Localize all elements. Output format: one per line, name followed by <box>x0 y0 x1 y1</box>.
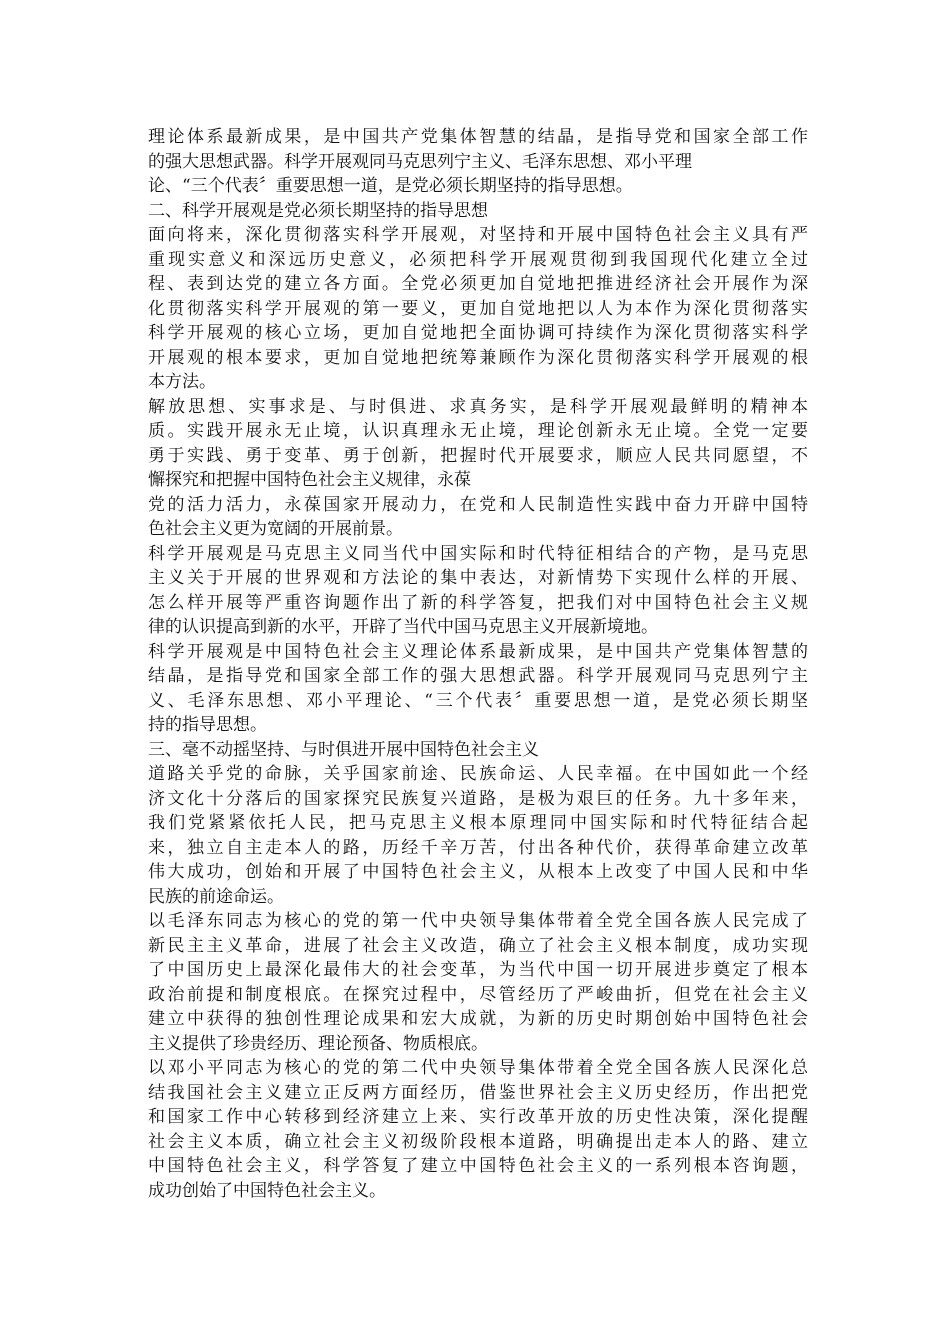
text-line: 了中国历史上最深化最伟大的社会变革，为当代中国一切开展进步奠定了根本 <box>148 960 808 980</box>
text-line: 道路关乎党的命脉，关乎国家前途、民族命运、人民幸福。在中国如此一个经 <box>148 764 808 784</box>
text-line: 和国家工作中心转移到经济建立上来、实行改革开放的历史性决策，深化提醒 <box>148 1107 808 1127</box>
text-line: 勇于实践、勇于变革、勇于创新，把握时代开展要求，顺应人民共同愿望，不 <box>148 445 808 466</box>
text-line: 党的活力活力，永葆国家开展动力，在党和人民制造性实践中奋力开辟中国特 <box>148 494 808 515</box>
text-line: 主义提供了珍贵经历、理论预备、物质根底。 <box>148 1033 488 1054</box>
text-line: 中国特色社会主义，科学答复了建立中国特色社会主义的一系列根本咨询题， <box>148 1156 808 1176</box>
text-line: 懈探究和把握中国特色社会主义规律，永葆 <box>148 470 471 490</box>
text-line: 结我国社会主义建立正反两方面经历，借鉴世界社会主义历史经历，作出把党 <box>148 1082 808 1103</box>
text-line: 程、表到达党的建立各方面。全党必须更加自觉地把推进经济社会开展作为深 <box>148 274 808 294</box>
text-line: 建立中获得的独创性理论成果和宏大成就，为新的历史时期创始中国特色社会 <box>148 1009 808 1029</box>
text-line: 我们党紧紧依托人民，把马克思主义根本原理同中国实际和时代特征结合起 <box>148 813 808 833</box>
text-line: 社会主义本质，确立社会主义初级阶段根本道路，明确提出走本人的路、建立 <box>148 1131 808 1152</box>
text-line: 开展观的根本要求，更加自觉地把统筹兼顾作为深化贯彻落实科学开展观的根 <box>148 347 808 368</box>
text-line: 来，独立自主走本人的路，历经千辛万苦，付出各种代价，获得革命建立改革 <box>148 837 808 858</box>
text-line: 怎么样开展等严重咨询题作出了新的科学答复，把我们对中国特色社会主义规 <box>148 592 808 613</box>
text-line: 主义关于开展的世界观和方法论的集中表达，对新情势下实现什么样的开展、 <box>148 568 808 588</box>
text-line: 解放思想、实事求是、与时俱进、求真务实，是科学开展观最鲜明的精神本 <box>148 396 808 417</box>
text-line: 本方法。 <box>148 372 216 392</box>
text-line: 三、毫不动摇坚持、与时俱进开展中国特色社会主义 <box>148 739 539 760</box>
text-line: 重现实意义和深远历史意义，必须把科学开展观贯彻到我国现代化建立全过 <box>148 249 808 270</box>
text-line: 持的指导思想。 <box>148 715 267 735</box>
document-page <box>148 125 808 1203</box>
text-line: 义、毛泽东思想、邓小平理论、“三个代表〞重要思想一道，是党必须长期坚 <box>148 690 808 711</box>
text-line: 以邓小平同志为核心的党的第二代中央领导集体带着全党全国各族人民深化总 <box>148 1058 808 1078</box>
text-line: 伟大成功，创始和开展了中国特色社会主义，从根本上改变了中国人民和中华 <box>148 862 808 882</box>
text-line: 面向将来，深化贯彻落实科学开展观，对坚持和开展中国特色社会主义具有严 <box>148 225 808 245</box>
text-line: 科学开展观是中国特色社会主义理论体系最新成果，是中国共产党集体智慧的 <box>148 641 808 662</box>
text-line: 质。实践开展永无止境，认识真理永无止境，理论创新永无止境。全党一定要 <box>148 421 808 441</box>
text-line: 科学开展观的核心立场，更加自觉地把全面协调可持续作为深化贯彻落实科学 <box>148 323 808 343</box>
text-line: 以毛泽东同志为核心的党的第一代中央领导集体带着全党全国各族人民完成了 <box>148 911 808 931</box>
text-line: 论、“三个代表〞重要思想一道，是党必须长期坚持的指导思想。 <box>148 176 633 196</box>
text-line: 济文化十分落后的国家探究民族复兴道路，是极为艰巨的任务。九十多年来， <box>148 788 808 809</box>
text-line: 科学开展观是马克思主义同当代中国实际和时代特征相结合的产物，是马克思 <box>148 543 808 564</box>
text-line: 理论体系最新成果，是中国共产党集体智慧的结晶，是指导党和国家全部工作 <box>148 127 808 147</box>
text-line: 政治前提和制度根底。在探究过程中，尽管经历了严峻曲折，但党在社会主义 <box>148 984 808 1005</box>
text-line: 结晶，是指导党和国家全部工作的强大思想武器。科学开展观同马克思列宁主 <box>148 666 808 686</box>
text-line: 新民主主义革命，进展了社会主义改造，确立了社会主义根本制度，成功实现 <box>148 935 808 956</box>
text-line: 律的认识提高到新的水平，开辟了当代中国马克思主义开展新境地。 <box>148 617 658 637</box>
text-line: 二、科学开展观是党必须长期坚持的指导思想 <box>148 200 488 221</box>
text-line: 化贯彻落实科学开展观的第一要义，更加自觉地把以人为本作为深化贯彻落实 <box>148 298 808 319</box>
text-line: 的强大思想武器。科学开展观同马克思列宁主义、毛泽东思想、邓小平理 <box>148 151 692 172</box>
text-line: 成功创始了中国特色社会主义。 <box>148 1180 386 1201</box>
text-line: 民族的前途命运。 <box>148 886 284 907</box>
text-line: 色社会主义更为宽阔的开展前景。 <box>148 519 403 539</box>
